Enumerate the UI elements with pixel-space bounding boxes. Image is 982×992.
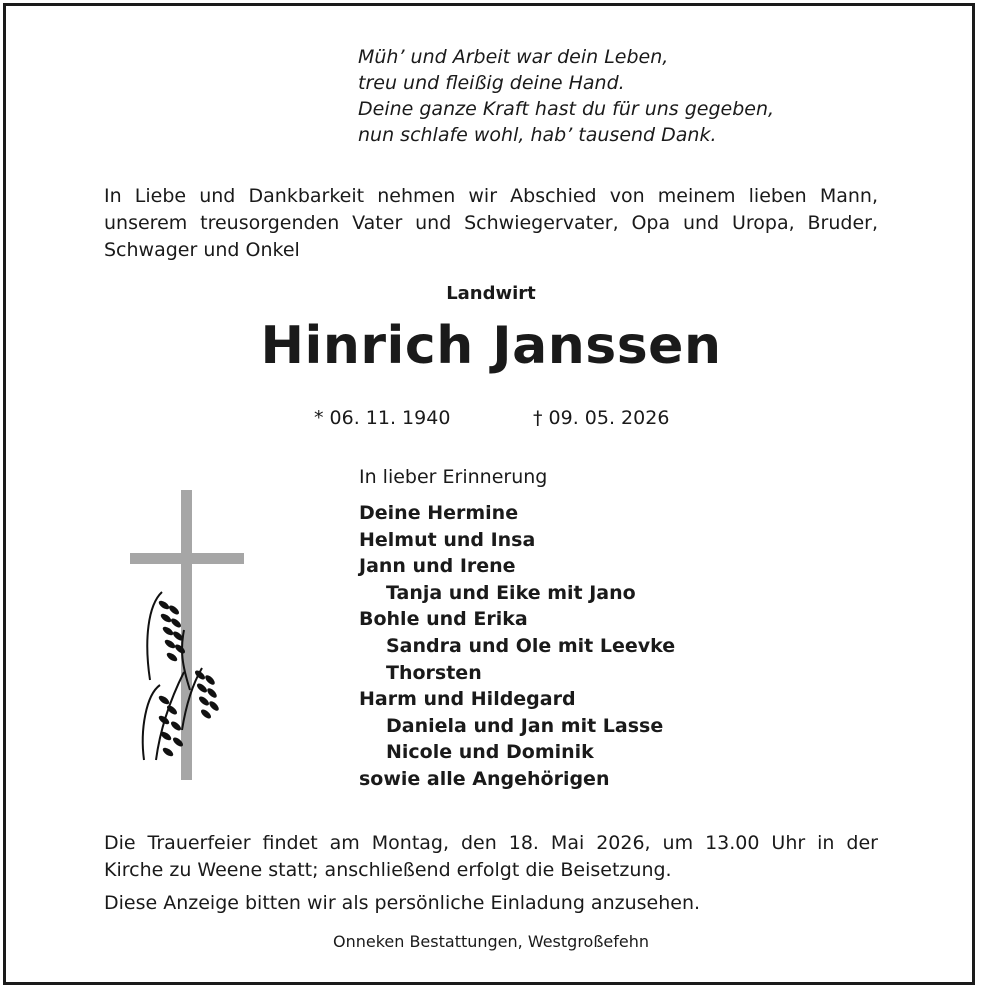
poem-line: Deine ganze Kraft hast du für uns gegeben, — [358, 98, 775, 120]
mourner: Nicole und Dominik — [386, 741, 594, 764]
mourner: Tanja und Eike mit Jano — [386, 581, 636, 604]
occupation: Landwirt — [446, 283, 536, 304]
mourner: Jann und Irene — [359, 555, 516, 578]
poem-line: treu und fleißig deine Hand. — [358, 72, 625, 94]
mourner: Thorsten — [386, 661, 482, 684]
intro-line: Schwager und Onkel — [104, 239, 300, 261]
mourner: Sandra und Ole mit Leevke — [386, 634, 676, 657]
mourner: sowie alle Angehörigen — [359, 767, 610, 790]
poem-line: nun schlafe wohl, hab’ tausend Dank. — [358, 124, 717, 146]
mourners-list — [359, 500, 675, 793]
birth-date: * 06. 11. 1940 — [314, 407, 451, 429]
mourner: Deine Hermine — [359, 502, 519, 524]
intro-line: In Liebe und Dankbarkeit nehmen wir Abschied von meinem lieben Mann, — [104, 185, 878, 207]
mourner: Daniela und Jan mit Lasse — [386, 714, 664, 737]
service-line: Die Trauerfeier findet am Montag, den 18. Mai 2026, um 13.00 Uhr in der — [104, 832, 878, 854]
cross-with-wheat-icon — [120, 480, 260, 790]
poem — [358, 44, 774, 148]
service-line: Kirche zu Weene statt; anschließend erfolgt die Beisetzung. — [104, 859, 672, 881]
memory-heading: In lieber Erinnerung — [359, 466, 548, 488]
mourner: Harm und Hildegard — [359, 688, 576, 711]
service-line: Diese Anzeige bitten wir als persönliche Einladung anzusehen. — [104, 892, 701, 914]
death-date: † 09. 05. 2026 — [533, 407, 670, 429]
poem-line: Müh’ und Arbeit war dein Leben, — [358, 46, 669, 68]
deceased-name: Hinrich Janssen — [260, 316, 722, 376]
intro-text — [104, 183, 878, 264]
mourner: Helmut und Insa — [359, 528, 536, 551]
mourner: Bohle und Erika — [359, 608, 528, 631]
undertaker: Onneken Bestattungen, Westgroßefehn — [332, 932, 650, 951]
service-info — [104, 830, 878, 917]
intro-line: unserem treusorgenden Vater und Schwiegervater, Opa und Uropa, Bruder, — [104, 212, 878, 234]
